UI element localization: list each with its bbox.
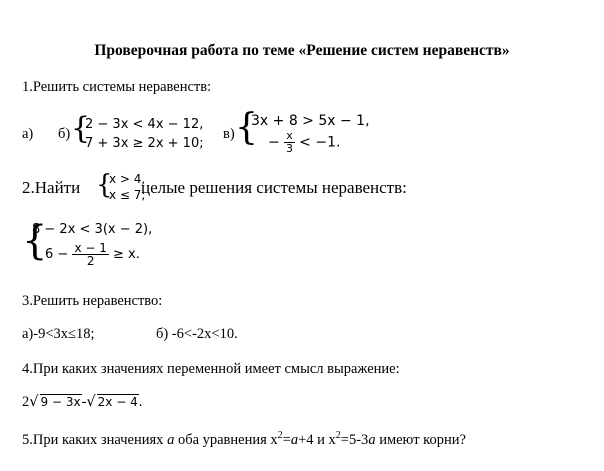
task2-inner-line2: x ≤ 7; <box>109 188 146 202</box>
task1-v-brace: { <box>235 107 258 148</box>
task2-sys-rest: ≥ x. <box>113 247 140 262</box>
task5-var-a1: а <box>167 431 175 448</box>
task2-text: целые решения системы неравенств: <box>141 178 407 197</box>
task5-p4: +4 и x <box>298 431 336 448</box>
task2-sys-brace: { <box>22 218 48 264</box>
task2-sys-fraction-den: 2 <box>86 254 95 268</box>
task2-sys-fraction-num: x − 1 <box>74 241 107 255</box>
task4-text: 4.При каких значениях переменной имеет смысл выражение: <box>22 361 400 377</box>
task5-p3: = <box>282 431 291 448</box>
task1-v-line1: 3x + 8 > 5x − 1, <box>251 113 370 129</box>
task4-coef: 2 <box>22 394 30 410</box>
task2-sys-line2 <box>45 242 140 267</box>
task1-v-label: в) <box>223 126 235 142</box>
task4-minus: - <box>81 394 87 410</box>
task3-text: 3.Решить неравенство: <box>22 293 163 309</box>
task5-p1: 5.При каких значениях <box>22 431 168 448</box>
task5-p6: имеют корни? <box>375 431 466 448</box>
task2-inner-line1: x > 4, <box>109 172 146 186</box>
task1-v-fraction-den: 3 <box>285 142 293 155</box>
task3-b: б) -6<-2x<10. <box>156 326 238 342</box>
task5-var-a2: а <box>290 431 299 448</box>
task1-v-minus: − <box>268 134 280 151</box>
task5-text <box>22 430 466 449</box>
task2-prefix: 2.Найти <box>22 178 81 197</box>
task4-end: . <box>138 394 143 410</box>
task4-expression <box>22 394 142 411</box>
task1-b-brace: { <box>71 111 91 146</box>
sqrt-icon: √ <box>29 394 39 410</box>
task1-b-line1: 2 − 3x < 4x − 12, <box>85 117 204 132</box>
task4-radicand1: 9 − 3x <box>40 395 81 409</box>
sqrt-icon: √ <box>86 394 96 410</box>
task1-a-label: а) <box>22 126 34 142</box>
task1-v-fraction <box>284 130 295 155</box>
task2-sys-six: 6 − <box>45 247 69 262</box>
task5-sup1: 2 <box>277 430 283 441</box>
task1-b-label: б) <box>58 126 71 142</box>
task5-sup2: 2 <box>335 430 341 441</box>
task5-var-a3: а <box>368 431 376 448</box>
task5-p2: оба уравнения x <box>174 431 278 448</box>
task2-inner-brace: { <box>96 170 113 200</box>
task3-a: а)-9<3x≤18; <box>22 326 95 342</box>
task1-v-line2 <box>268 130 340 155</box>
task5-p5: =5-3 <box>340 431 369 448</box>
task2-sys-line1: 8 − 2x < 3(x − 2), <box>32 222 153 237</box>
page-title: Проверочная работа по теме «Решение систем неравенств» <box>94 42 510 59</box>
task1-v-rest: < −1. <box>299 134 341 151</box>
task1-text: 1.Решить системы неравенств: <box>22 79 212 95</box>
task1-v-fraction-num: x <box>286 129 293 142</box>
task2-sys-fraction <box>72 242 108 267</box>
task4-radicand2: 2x − 4 <box>97 395 138 409</box>
task1-b-line2: 7 + 3x ≥ 2x + 10; <box>85 136 204 151</box>
